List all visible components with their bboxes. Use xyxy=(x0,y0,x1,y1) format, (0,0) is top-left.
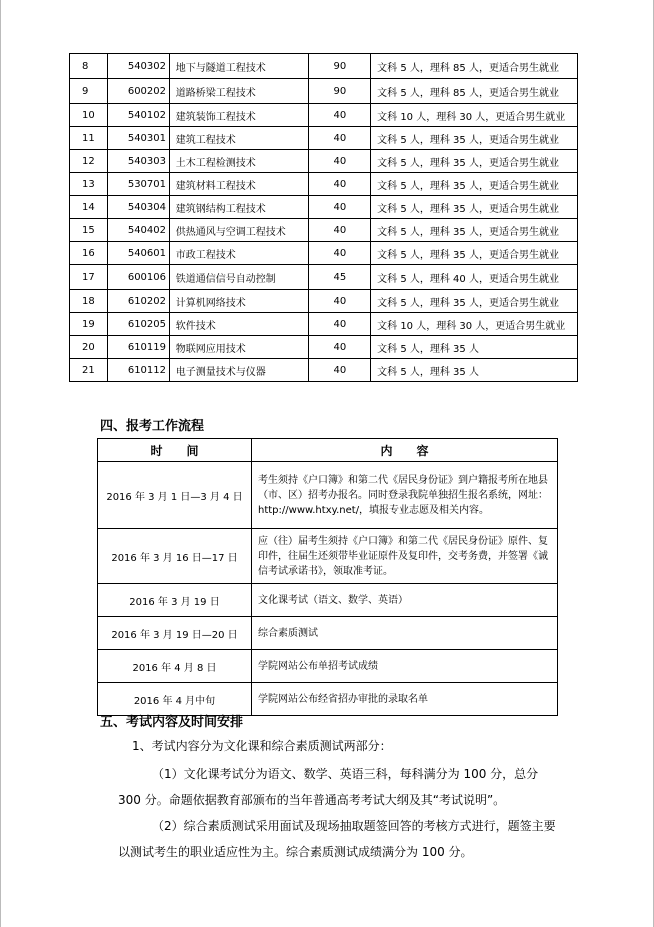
col-time-header: 时 间 xyxy=(98,439,252,462)
major-name: 物联网应用技术 xyxy=(169,336,309,359)
major-code: 530701 xyxy=(107,173,169,196)
table-row xyxy=(98,584,558,617)
table-row xyxy=(98,650,558,683)
row-number: 13 xyxy=(70,173,108,196)
enrollment-plan: 40 xyxy=(309,336,371,359)
exam-quality-paragraph: （2）综合素质测试采用面试及现场抽取题签回答的考核方式进行，题签主要以测试考生的职业适应性为主。综合素质测试成绩满分为 100 分。 xyxy=(118,819,556,859)
process-content: 学院网站公布单招考试成绩 xyxy=(252,650,558,683)
process-content: 应（往）届考生须持《户口簿》和第二代《居民身份证》原件、复印件，往届生还须带毕业证原件及复印件，交考务费，并签署《诚信考试承诺书》，领取准考证。 xyxy=(252,529,558,584)
enrollment-plan: 90 xyxy=(309,79,371,104)
table-row xyxy=(98,529,558,584)
majors-table xyxy=(69,53,578,382)
enrollment-note: 文科 5 人，理科 35 人，更适合男生就业 xyxy=(371,196,578,219)
major-code: 540301 xyxy=(107,127,169,150)
table-row xyxy=(70,196,578,219)
major-name: 电子测量技术与仪器 xyxy=(169,359,309,382)
major-code: 610119 xyxy=(107,336,169,359)
enrollment-plan: 45 xyxy=(309,265,371,290)
enrollment-note: 文科 5 人，理科 40 人，更适合男生就业 xyxy=(371,265,578,290)
major-name: 建筑材料工程技术 xyxy=(169,173,309,196)
process-time: 2016 年 3 月 16 日—17 日 xyxy=(98,529,252,584)
enrollment-note: 文科 5 人，理科 85 人，更适合男生就业 xyxy=(371,54,578,79)
enrollment-note: 文科 5 人，理科 85 人，更适合男生就业 xyxy=(371,79,578,104)
enrollment-note: 文科 5 人，理科 35 人 xyxy=(371,336,578,359)
major-code: 600106 xyxy=(107,265,169,290)
process-content: 文化课考试（语文、数学、英语） xyxy=(252,584,558,617)
process-time: 2016 年 3 月 1 日—3 月 4 日 xyxy=(98,462,252,529)
process-time: 2016 年 3 月 19 日—20 日 xyxy=(98,617,252,650)
major-code: 540302 xyxy=(107,54,169,79)
row-number: 16 xyxy=(70,242,108,265)
section-heading-4: 四、报考工作流程 xyxy=(100,419,205,434)
major-name: 建筑装饰工程技术 xyxy=(169,104,309,127)
row-number: 9 xyxy=(70,79,108,104)
major-code: 610202 xyxy=(107,290,169,313)
enrollment-note: 文科 10 人，理科 30 人，更适合男生就业 xyxy=(371,104,578,127)
process-content: 综合素质测试 xyxy=(252,617,558,650)
process-content: 学院网站公布经省招办审批的录取名单 xyxy=(252,683,558,716)
enrollment-plan: 40 xyxy=(309,219,371,242)
table-row xyxy=(70,336,578,359)
major-name: 地下与隧道工程技术 xyxy=(169,54,309,79)
row-number: 21 xyxy=(70,359,108,382)
major-code: 610112 xyxy=(107,359,169,382)
exam-content-intro: 1、考试内容分为文化课和综合素质测试两部分： xyxy=(132,739,392,753)
table-row xyxy=(70,313,578,336)
row-number: 19 xyxy=(70,313,108,336)
process-content: 考生须持《户口簿》和第二代《居民身份证》到户籍报考所在地县（市、区）招考办报名。同时登录我院单独招生报名系统，网址：http://www.htxy.net/，填报专业志愿及相关内容。 xyxy=(252,462,558,529)
enrollment-note: 文科 5 人，理科 35 人，更适合男生就业 xyxy=(371,290,578,313)
table-row xyxy=(70,79,578,104)
enrollment-plan: 40 xyxy=(309,127,371,150)
enrollment-note: 文科 5 人，理科 35 人，更适合男生就业 xyxy=(371,173,578,196)
table-row xyxy=(98,617,558,650)
process-table-body xyxy=(98,462,558,716)
section-heading-5: 五、考试内容及时间安排 xyxy=(100,715,244,730)
enrollment-note: 文科 5 人，理科 35 人，更适合男生就业 xyxy=(371,127,578,150)
major-code: 540601 xyxy=(107,242,169,265)
major-code: 600202 xyxy=(107,79,169,104)
table-row xyxy=(70,104,578,127)
enrollment-plan: 40 xyxy=(309,150,371,173)
process-table-header xyxy=(98,439,558,462)
major-name: 市政工程技术 xyxy=(169,242,309,265)
row-number: 20 xyxy=(70,336,108,359)
major-name: 计算机网络技术 xyxy=(169,290,309,313)
process-time: 2016 年 4 月 8 日 xyxy=(98,650,252,683)
major-code: 540402 xyxy=(107,219,169,242)
row-number: 12 xyxy=(70,150,108,173)
row-number: 14 xyxy=(70,196,108,219)
table-row xyxy=(70,219,578,242)
exam-culture-paragraph: （1）文化课考试分为语文、数学、英语三科，每科满分为 100 分，总分 300 分。命题依据教育部颁布的当年普通高考考试大纲及其“考试说明”。 xyxy=(118,767,539,807)
enrollment-note: 文科 10 人，理科 30 人，更适合男生就业 xyxy=(371,313,578,336)
table-row xyxy=(70,54,578,79)
row-number: 11 xyxy=(70,127,108,150)
major-code: 540304 xyxy=(107,196,169,219)
table-row xyxy=(70,359,578,382)
major-name: 道路桥梁工程技术 xyxy=(169,79,309,104)
enrollment-plan: 40 xyxy=(309,242,371,265)
process-table xyxy=(97,438,558,716)
major-name: 供热通风与空调工程技术 xyxy=(169,219,309,242)
major-code: 610205 xyxy=(107,313,169,336)
table-row xyxy=(70,265,578,290)
process-time: 2016 年 3 月 19 日 xyxy=(98,584,252,617)
row-number: 18 xyxy=(70,290,108,313)
enrollment-plan: 40 xyxy=(309,196,371,219)
majors-table-body xyxy=(70,54,578,382)
major-code: 540303 xyxy=(107,150,169,173)
major-name: 软件技术 xyxy=(169,313,309,336)
major-code: 540102 xyxy=(107,104,169,127)
table-row xyxy=(70,127,578,150)
major-name: 建筑工程技术 xyxy=(169,127,309,150)
col-content-header: 内 容 xyxy=(252,439,558,462)
table-row xyxy=(70,173,578,196)
major-name: 建筑钢结构工程技术 xyxy=(169,196,309,219)
table-row xyxy=(70,150,578,173)
enrollment-note: 文科 5 人，理科 35 人，更适合男生就业 xyxy=(371,242,578,265)
enrollment-note: 文科 5 人，理科 35 人，更适合男生就业 xyxy=(371,219,578,242)
enrollment-note: 文科 5 人，理科 35 人，更适合男生就业 xyxy=(371,150,578,173)
major-name: 铁道通信信号自动控制 xyxy=(169,265,309,290)
row-number: 8 xyxy=(70,54,108,79)
enrollment-plan: 40 xyxy=(309,104,371,127)
table-row xyxy=(70,242,578,265)
table-row xyxy=(70,290,578,313)
enrollment-plan: 40 xyxy=(309,173,371,196)
table-row xyxy=(98,462,558,529)
major-name: 土木工程检测技术 xyxy=(169,150,309,173)
enrollment-plan: 40 xyxy=(309,313,371,336)
enrollment-plan: 90 xyxy=(309,54,371,79)
enrollment-plan: 40 xyxy=(309,359,371,382)
row-number: 10 xyxy=(70,104,108,127)
row-number: 15 xyxy=(70,219,108,242)
enrollment-plan: 40 xyxy=(309,290,371,313)
enrollment-note: 文科 5 人，理科 35 人 xyxy=(371,359,578,382)
process-time: 2016 年 4 月中旬 xyxy=(98,683,252,716)
row-number: 17 xyxy=(70,265,108,290)
